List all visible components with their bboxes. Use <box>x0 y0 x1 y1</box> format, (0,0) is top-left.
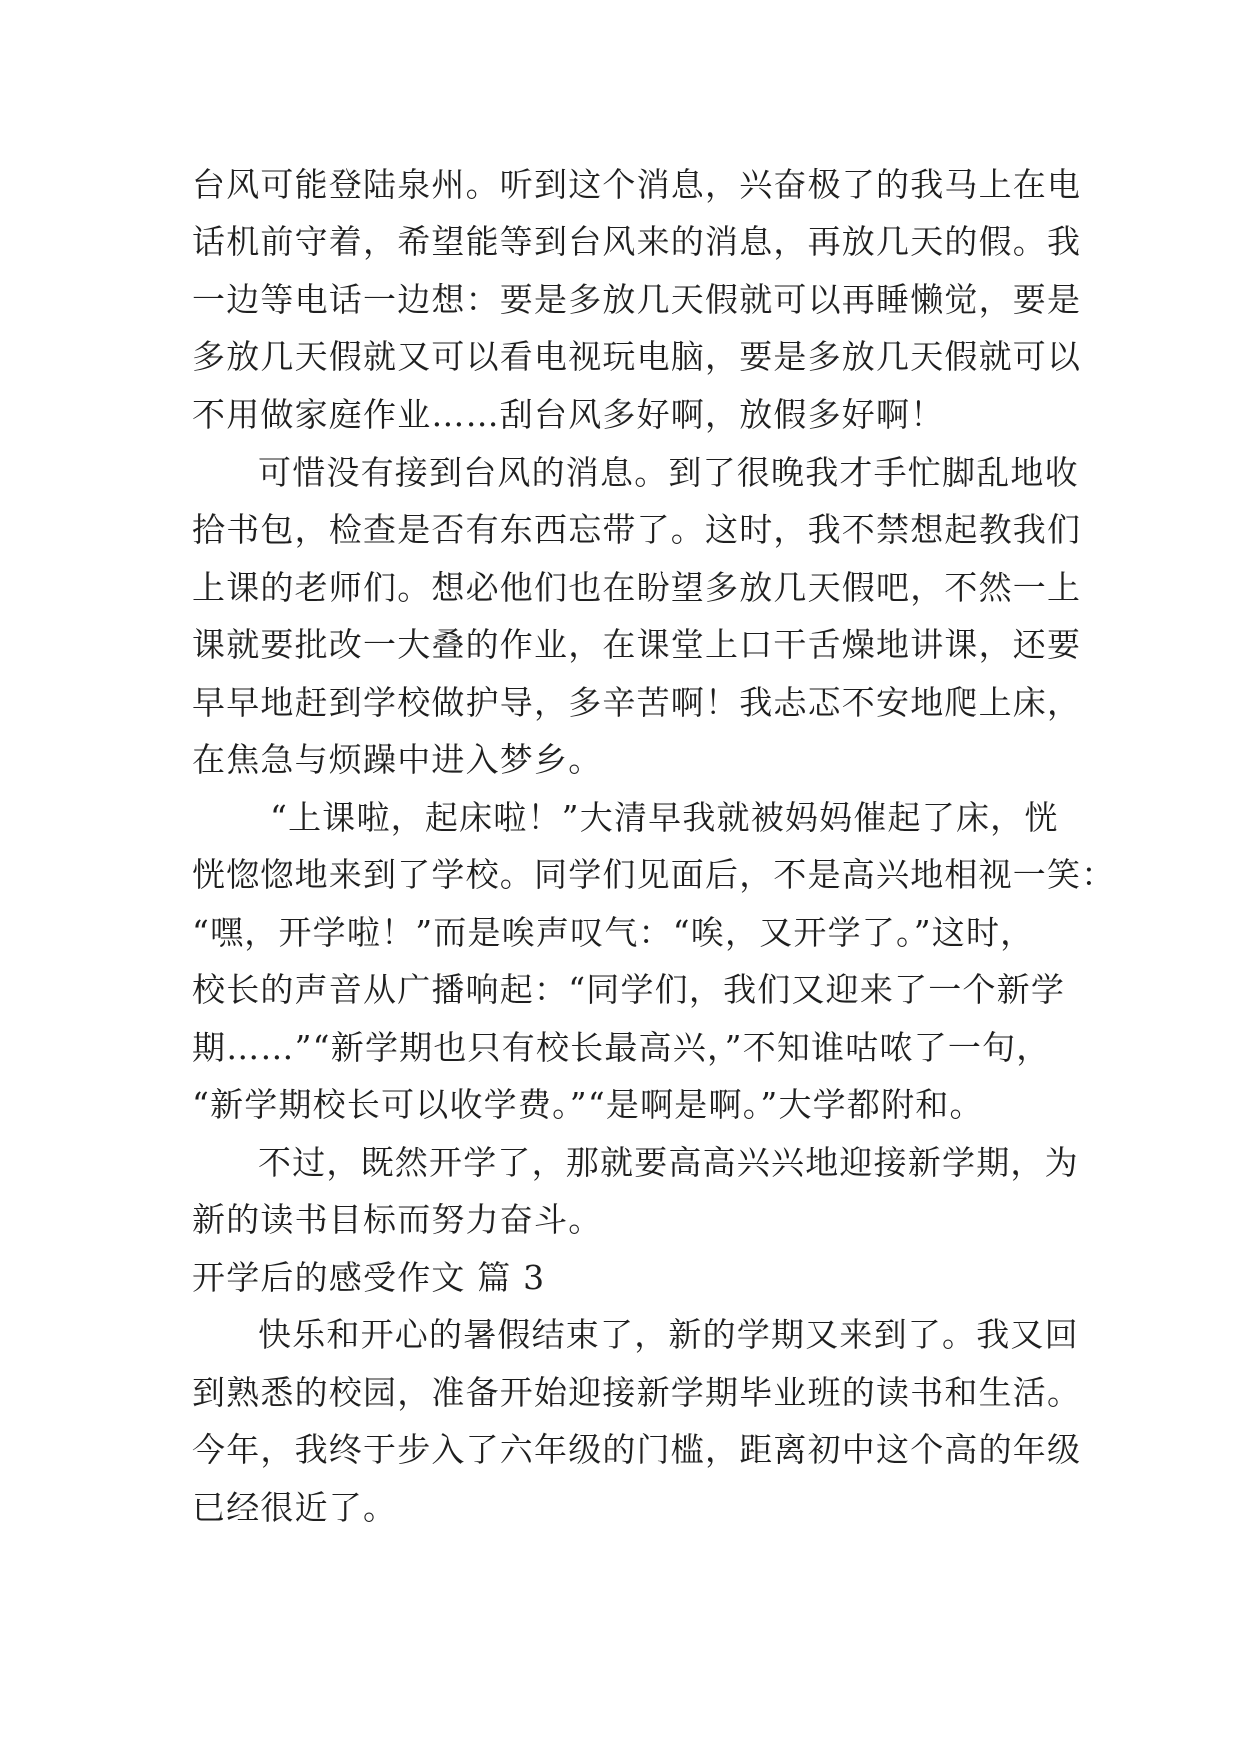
paragraph-line: 快乐和开心的暑假结束了，新的学期又来到了。我又回 <box>258 1315 1079 1354</box>
section-heading: 开学后的感受作文 篇 3 <box>192 1258 546 1297</box>
paragraph-line: 早早地赶到学校做护导，多辛苦啊！我忐忑不安地爬上床， <box>192 683 1082 722</box>
paragraph-line: 到熟悉的校园，准备开始迎接新学期毕业班的读书和生活。 <box>192 1373 1082 1412</box>
paragraph-line: 已经很近了。 <box>192 1488 398 1527</box>
paragraph-line: 期……”“新学期也只有校长最高兴，”不知谁咕哝了一句， <box>192 1028 1051 1067</box>
paragraph-line: 不过，既然开学了，那就要高高兴兴地迎接新学期，为 <box>258 1143 1079 1182</box>
paragraph-line: “上课啦，起床啦！”大清早我就被妈妈催起了床，恍 <box>270 798 1059 837</box>
paragraph-line: 恍惚惚地来到了学校。同学们见面后，不是高兴地相视一笑： <box>192 855 1116 894</box>
paragraph-line: “嘿，开学啦！”而是唉声叹气：“唉，又开学了。”这时， <box>192 913 1035 952</box>
paragraph-line: 一边等电话一边想：要是多放几天假就可以再睡懒觉，要是 <box>192 280 1082 319</box>
paragraph-line: 拾书包，检查是否有东西忘带了。这时，我不禁想起教我们 <box>192 510 1082 549</box>
paragraph-line: 新的读书目标而努力奋斗。 <box>192 1200 603 1239</box>
paragraph-line: 上课的老师们。想必他们也在盼望多放几天假吧，不然一上 <box>192 568 1082 607</box>
paragraph-line: 不用做家庭作业……刮台风多好啊，放假多好啊！ <box>192 395 945 434</box>
paragraph-line: 多放几天假就又可以看电视玩电脑，要是多放几天假就可以 <box>192 337 1082 376</box>
paragraph-line: 台风可能登陆泉州。听到这个消息，兴奋极了的我马上在电 <box>192 165 1082 204</box>
paragraph-line: 话机前守着，希望能等到台风来的消息，再放几天的假。我 <box>192 222 1082 261</box>
paragraph-line: 校长的声音从广播响起：“同学们，我们又迎来了一个新学 <box>192 970 1066 1009</box>
paragraph-line: 在焦急与烦躁中进入梦乡。 <box>192 740 603 779</box>
paragraph-line: 课就要批改一大叠的作业，在课堂上口干舌燥地讲课，还要 <box>192 625 1082 664</box>
paragraph-line: “新学期校长可以收学费。”“是啊是啊。”大学都附和。 <box>192 1085 984 1124</box>
paragraph-line: 今年，我终于步入了六年级的门槛，距离初中这个高的年级 <box>192 1430 1082 1469</box>
paragraph-line: 可惜没有接到台风的消息。到了很晚我才手忙脚乱地收 <box>258 453 1079 492</box>
